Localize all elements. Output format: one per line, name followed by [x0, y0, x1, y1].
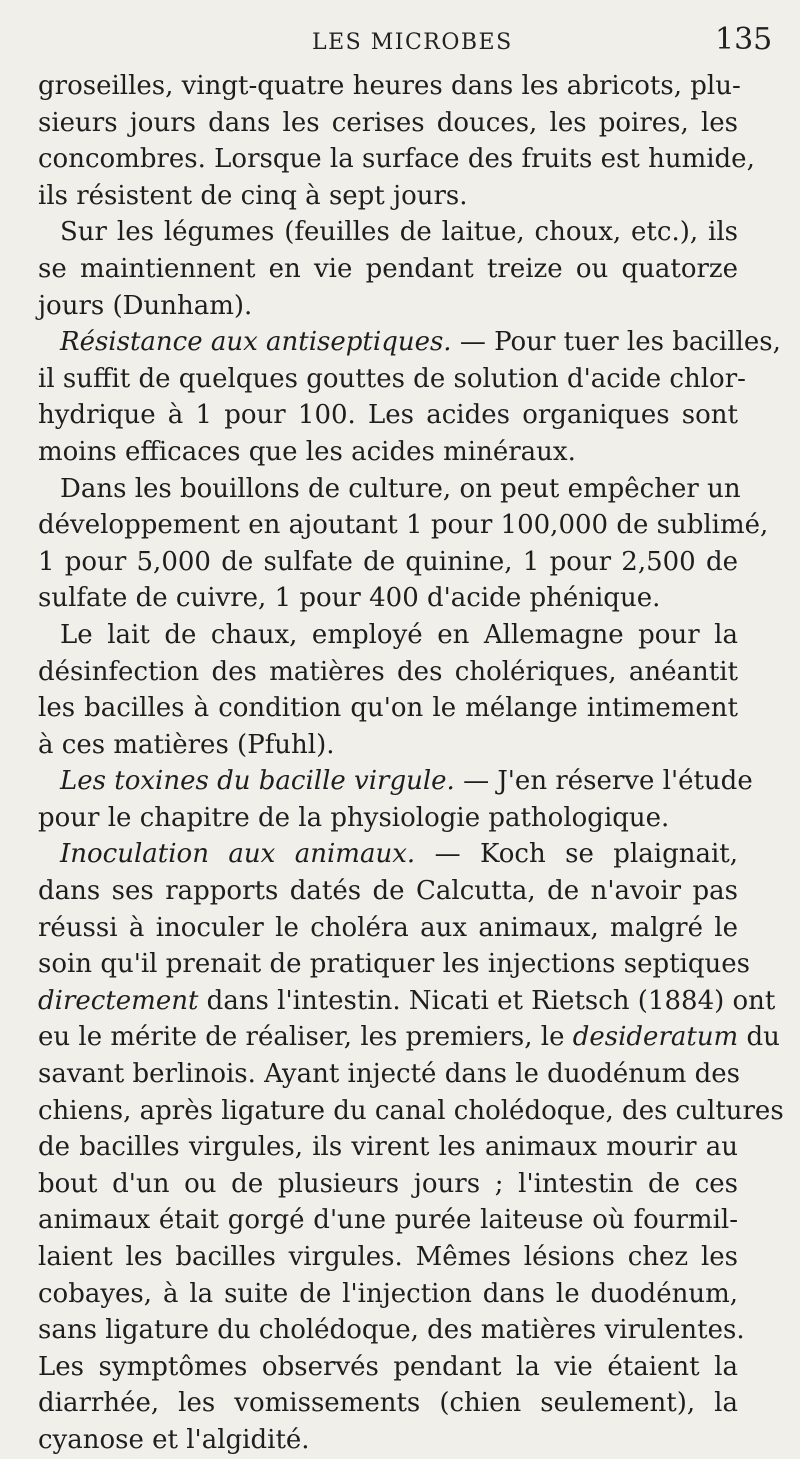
- text-line: [38, 1239, 738, 1276]
- text-line: [38, 1093, 784, 1130]
- italic-phrase: directement: [38, 985, 199, 1016]
- text-run: Le lait de chaux, employé en Allemagne pour la: [60, 619, 738, 650]
- text-line: [38, 654, 738, 691]
- text-line: [38, 397, 738, 434]
- text-line: [38, 251, 738, 288]
- text-line: [38, 763, 753, 800]
- italic-phrase: desideratum: [572, 1022, 739, 1053]
- text-run: il suffit de quelques gouttes de solution d'acide chlor-: [38, 363, 746, 394]
- text-line: [38, 873, 738, 910]
- italic-phrase: Résistance aux antiseptiques.: [60, 327, 452, 358]
- text-run: dans ses rapports datés de Calcutta, de n'avoir pas: [38, 876, 738, 907]
- text-line: [38, 434, 738, 471]
- text-run: groseilles, vingt-quatre heures dans les abricots, plu-: [38, 71, 741, 101]
- text-line: [38, 1276, 738, 1313]
- text-line: [38, 580, 738, 617]
- text-run: se maintiennent en vie pendant treize ou quatorze: [38, 253, 738, 284]
- text-line: [38, 983, 776, 1020]
- text-run: désinfection des matières des cholériques, anéantit: [38, 656, 738, 687]
- text-run: sulfate de cuivre, 1 pour 400 d'acide phénique.: [38, 583, 661, 614]
- body-text: [38, 68, 784, 1459]
- text-run: jours (Dunham).: [38, 290, 253, 321]
- text-line: [38, 1349, 738, 1386]
- text-run: soin qu'il prenait de pratiquer les injections septiques: [38, 949, 750, 980]
- text-run: laient les bacilles virgules. Mêmes lésions chez les: [38, 1242, 738, 1272]
- text-run: diarrhée, les vomissements (chien seulement), la: [38, 1388, 738, 1419]
- text-run: développement en ajoutant 1 pour 100,000 de sublimé,: [38, 510, 769, 541]
- italic-phrase: Les toxines du bacille virgule.: [60, 766, 455, 797]
- text-line: [38, 105, 738, 142]
- text-line: [38, 141, 755, 178]
- text-run: — Pour tuer les bacilles,: [451, 327, 781, 358]
- text-run: à ces matières (Pfuhl).: [38, 729, 335, 760]
- text-run: ils résistent de cinq à sept jours.: [38, 180, 468, 211]
- text-run: 1 pour 5,000 de sulfate de quinine, 1 pour 2,500 de: [38, 546, 738, 577]
- text-run: chiens, après ligature du canal cholédoque, des cultures: [38, 1095, 784, 1126]
- text-line: [38, 1019, 780, 1056]
- text-run: pour le chapitre de la physiologie pathologique.: [38, 802, 670, 833]
- text-run: — J'en réserve l'étude: [454, 766, 753, 797]
- text-run: animaux était gorgé d'une purée laiteuse où fourmil-: [38, 1205, 738, 1236]
- text-line: [38, 727, 738, 764]
- text-line: [38, 946, 750, 983]
- text-line: [38, 1202, 738, 1239]
- text-line: [38, 507, 769, 544]
- text-run: Dans les bouillons de culture, on peut empêcher un: [60, 473, 741, 504]
- running-head: [0, 22, 800, 62]
- text-run: du: [738, 1022, 780, 1053]
- text-run: moins efficaces que les acides minéraux.: [38, 436, 576, 467]
- text-line: [38, 1056, 741, 1093]
- text-run: Sur les légumes (feuilles de laitue, choux, etc.), ils: [60, 217, 738, 248]
- text-line: [38, 68, 741, 105]
- text-line: [38, 214, 738, 251]
- text-line: [38, 910, 738, 947]
- text-line: [38, 288, 738, 325]
- text-run: sans ligature du cholédoque, des matières virulentes.: [38, 1315, 745, 1346]
- text-run: dans l'intestin. Nicati et Rietsch (1884) ont: [198, 985, 776, 1016]
- text-line: [38, 1129, 738, 1166]
- text-run: concombres. Lorsque la surface des fruits est humide,: [38, 144, 755, 175]
- text-run: bout d'un ou de plusieurs jours ; l'intestin de ces: [38, 1168, 738, 1199]
- italic-phrase: Inoculation aux animaux.: [60, 839, 416, 870]
- text-line: [38, 544, 738, 581]
- page-number: 135: [715, 22, 773, 57]
- text-run: sieurs jours dans les cerises douces, les poires, les: [38, 107, 738, 138]
- running-title: LES MICROBES: [312, 30, 513, 55]
- text-run: les bacilles à condition qu'on le mélange intimement: [38, 693, 738, 724]
- text-line: [38, 178, 738, 215]
- text-line: [38, 617, 738, 654]
- text-run: de bacilles virgules, ils virent les animaux mourir au: [38, 1132, 738, 1163]
- text-line: [38, 324, 781, 361]
- text-line: [38, 1422, 738, 1459]
- text-line: [38, 471, 741, 508]
- text-line: [38, 1385, 738, 1422]
- text-run: réussi à inoculer le choléra aux animaux, malgré le: [38, 912, 738, 943]
- text-run: eu le mérite de réaliser, les premiers, le: [38, 1022, 573, 1053]
- text-line: [38, 836, 738, 873]
- text-run: savant berlinois. Ayant injecté dans le duodénum des: [38, 1059, 741, 1090]
- text-line: [38, 361, 746, 398]
- text-run: — Koch se plaignait,: [415, 839, 738, 870]
- text-line: [38, 1166, 738, 1203]
- text-line: [38, 690, 738, 727]
- text-line: [38, 1312, 745, 1349]
- text-run: hydrique à 1 pour 100. Les acides organiques sont: [38, 400, 738, 431]
- text-run: cobayes, à la suite de l'injection dans le duodénum,: [38, 1278, 738, 1309]
- text-run: cyanose et l'algidité.: [38, 1424, 310, 1455]
- text-run: Les symptômes observés pendant la vie étaient la: [38, 1351, 738, 1382]
- text-line: [38, 800, 738, 837]
